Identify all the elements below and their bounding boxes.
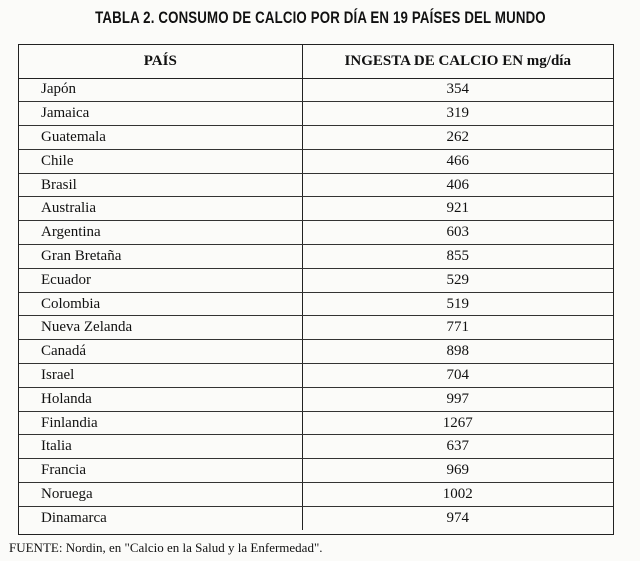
country-cell: Francia	[19, 459, 302, 483]
table-row	[19, 102, 613, 126]
calcium-value-cell: 319	[302, 102, 613, 126]
country-cell: Chile	[19, 149, 302, 173]
table-row	[19, 316, 613, 340]
table-row	[19, 506, 613, 530]
column-header-calcium: INGESTA DE CALCIO EN mg/día	[302, 45, 613, 78]
table-row	[19, 149, 613, 173]
calcium-value-cell: 519	[302, 292, 613, 316]
country-cell: Brasil	[19, 173, 302, 197]
country-cell: Israel	[19, 364, 302, 388]
table-row	[19, 245, 613, 269]
country-cell: Gran Bretaña	[19, 245, 302, 269]
table-row	[19, 292, 613, 316]
calcium-value-cell: 997	[302, 387, 613, 411]
calcium-value-cell: 466	[302, 149, 613, 173]
calcium-value-cell: 262	[302, 126, 613, 150]
table-row	[19, 197, 613, 221]
calcium-table	[18, 44, 614, 535]
country-cell: Nueva Zelanda	[19, 316, 302, 340]
table-row	[19, 126, 613, 150]
country-cell: Japón	[19, 78, 302, 102]
calcium-value-cell: 969	[302, 459, 613, 483]
table-row	[19, 459, 613, 483]
table-row	[19, 173, 613, 197]
country-cell: Ecuador	[19, 268, 302, 292]
calcium-value-cell: 704	[302, 364, 613, 388]
header-row	[19, 45, 613, 78]
calcium-value-cell: 771	[302, 316, 613, 340]
country-cell: Colombia	[19, 292, 302, 316]
calcium-value-cell: 921	[302, 197, 613, 221]
calcium-value-cell: 603	[302, 221, 613, 245]
country-cell: Finlandia	[19, 411, 302, 435]
table-row	[19, 435, 613, 459]
table-row	[19, 340, 613, 364]
calcium-data-table	[19, 45, 613, 530]
calcium-value-cell: 974	[446, 509, 469, 526]
calcium-value-cell: 898	[302, 340, 613, 364]
country-cell: Argentina	[19, 221, 302, 245]
table-row	[19, 483, 613, 507]
calcium-value-cell: 354	[302, 78, 613, 102]
country-cell: Holanda	[19, 387, 302, 411]
table-row	[19, 411, 613, 435]
table-row	[19, 387, 613, 411]
table-row	[19, 364, 613, 388]
calcium-value-cell: 1267	[302, 411, 613, 435]
source-note: FUENTE: Nordin, en "Calcio en la Salud y la Enfermedad".	[9, 540, 323, 555]
country-cell: Guatemala	[19, 126, 302, 150]
table-row	[19, 221, 613, 245]
table-row	[19, 268, 613, 292]
calcium-value-cell: 529	[302, 268, 613, 292]
calcium-value-cell: 637	[302, 435, 613, 459]
country-cell: Australia	[19, 197, 302, 221]
country-cell: Dinamarca	[19, 506, 302, 530]
table-row	[19, 78, 613, 102]
calcium-value-cell: 855	[302, 245, 613, 269]
calcium-value-cell: 1002	[302, 483, 613, 507]
country-cell: Italia	[19, 435, 302, 459]
country-cell: Noruega	[19, 483, 302, 507]
calcium-value-cell: 406	[302, 173, 613, 197]
country-cell: Canadá	[19, 340, 302, 364]
column-header-country: PAÍS	[19, 45, 302, 78]
country-cell: Jamaica	[19, 102, 302, 126]
table-title: TABLA 2. CONSUMO DE CALCIO POR DÍA EN 19 PAÍSES DEL MUNDO	[95, 8, 546, 27]
